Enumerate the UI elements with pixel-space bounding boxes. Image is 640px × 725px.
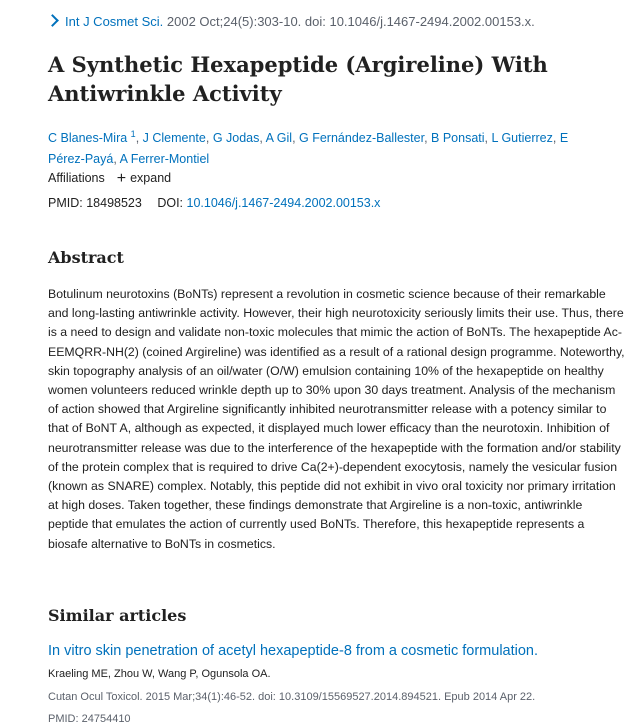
abstract-heading: Abstract	[48, 248, 124, 267]
author-link[interactable]: C Blanes-Mira	[48, 131, 128, 146]
similar-article-journal: Cutan Ocul Toxicol. 2015 Mar;34(1):46-52. doi: 10.3109/15569527.2014.894521. Epub 2014 Apr 22.	[48, 691, 536, 703]
author-link[interactable]: A Ferrer-Montiel	[119, 152, 210, 167]
chevron-right-icon	[46, 14, 59, 27]
author-link[interactable]: B Ponsati	[431, 131, 485, 146]
doi-link[interactable]: 10.1046/j.1467-2494.2002.00153.x	[186, 196, 381, 210]
article-ids	[48, 196, 380, 210]
citation-details: 2002 Oct;24(5):303-10. doi: 10.1046/j.1467-2494.2002.00153.x.	[166, 14, 535, 29]
expand-label[interactable]: expand	[130, 171, 172, 185]
similar-article-pmid: PMID: 24754410	[48, 713, 131, 725]
journal-link[interactable]: Int J Cosmet Sci.	[65, 14, 164, 29]
affiliation-sup[interactable]: 1	[130, 129, 136, 139]
affiliations-toggle[interactable]	[48, 171, 171, 185]
author-link[interactable]: G Jodas	[212, 131, 260, 146]
doi-label: DOI:	[157, 196, 184, 210]
author-link[interactable]: E Pérez-Payá	[48, 131, 569, 167]
similar-articles-heading: Similar articles	[48, 606, 187, 625]
pmid-value: 18498523	[86, 196, 142, 210]
author-link[interactable]: G Fernández-Ballester	[299, 131, 425, 146]
author-link[interactable]: L Gutierrez	[491, 131, 553, 146]
plus-icon[interactable]: +	[116, 170, 127, 187]
author-link[interactable]: J Clemente	[142, 131, 206, 146]
article-title: A Synthetic Hexapeptide (Argireline) With Antiwrinkle Activity	[48, 52, 548, 106]
authors-list: C Blanes-Mira $^1$, J Clemente, G Jodas, A Gil, G Fernández-Ballester, B Ponsati, L Gutierrez, E Pérez-Payá, A Ferrer-Montiel	[48, 129, 569, 167]
abstract-text: Botulinum neurotoxins (BoNTs) represent a revolution in cosmetic science because of their remarkable and long-lasting antiwrinkle activity. However, their high neurotoxicity seriously limits their use. Thus, there is a need to design and validate non-toxic molecules that mimic the action of BoNTs. The hexapeptide Ac-EEMQRR-NH(2) (coined Argireline) was identified as a result of a rational design programme. Noteworthy, skin topography analysis of an oil/water (O/W) emulsion containing 10% of the hexapeptide on healthy women volunteers reduced wrinkle depth up to 30% upon 30 days treatment. Analysis of the mechanism of action showed that Argireline significantly inhibited neurotransmitter release with a potency similar to that of BoNT A, although as expected, it displayed much lower efficacy than the neurotoxin. Inhibition of neurotransmitter release was due to the interference of the hexapeptide with the formation and/or stability of the protein complex that is required to drive Ca(2+)-dependent exocytosis, namely the vesicular fusion (known as SNARE) complex. Notably, this peptide did not exhibit in vivo oral toxicity nor primary irritation at high doses. Taken together, these findings demonstrate that Argireline is a non-toxic, antiwrinkle peptide that emulates the action of currently used BoNTs. Therefore, this hexapeptide represents a biosafe alternative to BoNTs in cosmetics.	[48, 287, 625, 551]
similar-article-title-link[interactable]: In vitro skin penetration of acetyl hexapeptide-8 from a cosmetic formulation.	[48, 643, 539, 659]
similar-article-authors: Kraeling ME, Zhou W, Wang P, Ogunsola OA.	[48, 668, 271, 680]
journal-citation	[48, 14, 535, 29]
author-link[interactable]: A Gil	[265, 131, 293, 146]
pmid-label: PMID:	[48, 196, 83, 210]
affiliations-label: Affiliations	[48, 171, 105, 185]
